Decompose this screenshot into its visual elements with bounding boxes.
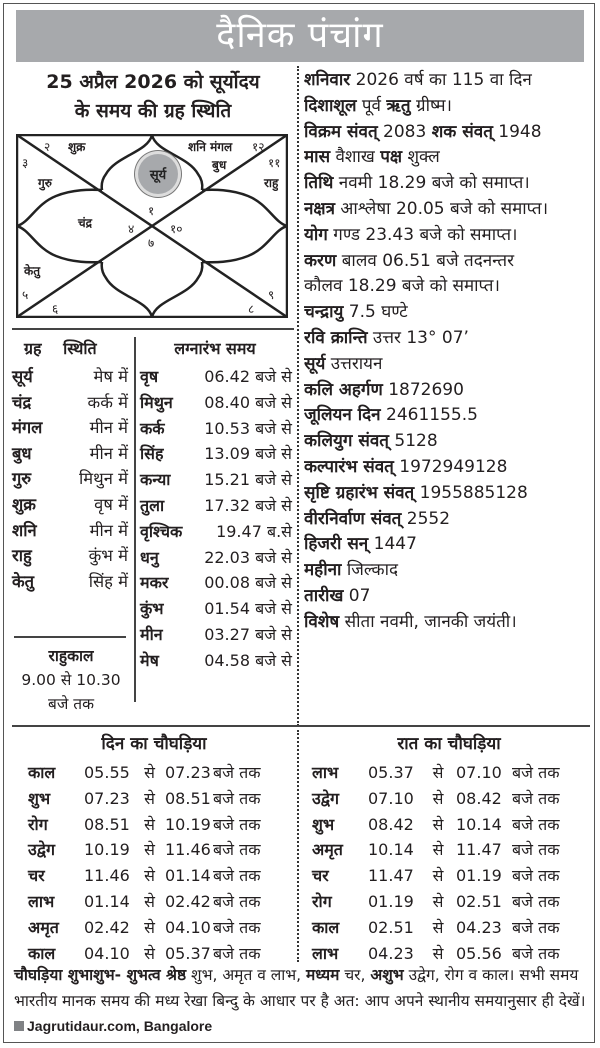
house-7: ७: [148, 236, 155, 250]
lagna-row: तुला 17.32 बजे से: [140, 495, 292, 515]
din-choghadiya-header: दिन का चौघड़िया: [101, 734, 207, 754]
info-mahina: महीना जिल्काद: [304, 560, 399, 581]
column-divider: [297, 66, 299, 726]
grah-row: मंगल मीन में: [12, 418, 128, 438]
planet-chandra: चंद्र: [78, 216, 92, 230]
planet-shukra: शुक्र: [68, 140, 86, 154]
info-kaliyug-samvat: कलियुग संवत् 5128: [304, 431, 438, 452]
house-11: ११: [268, 156, 281, 170]
chart-heading: [12, 68, 294, 126]
info-surya: सूर्य उत्तरायन: [304, 353, 383, 374]
raat-choghadiya-header: रात का चौघड़िया: [397, 734, 501, 754]
house-6: ६: [52, 302, 59, 316]
choghadiya-row: लाभ 04.23 से 05.56 बजे तक: [312, 943, 560, 963]
footer-text-3: उद्वेग, रोग व काल। सभी समय भारतीय मानक समय की मध्य रेखा बिन्दु के आधार पर है अत: आप अपने स्थानीय समयानुसार ही देखें।: [14, 966, 586, 1010]
lagna-row: वृश्चिक 19.47 ब.से: [140, 521, 292, 541]
grah-row: चंद्र कर्क में: [12, 392, 128, 412]
info-maas: मास वैशाख पक्ष शुक्ल: [304, 147, 440, 168]
rahukaal-time: 9.00 से 10.30: [21, 671, 121, 689]
lagna-row: मीन 03.27 बजे से: [140, 624, 292, 644]
info-yoga: योग गण्ड 23.43 बजे को समाप्त।: [304, 224, 518, 245]
lagna-row: मेष 04.58 बजे से: [140, 650, 292, 670]
lagna-row: कर्क 10.53 बजे से: [140, 418, 292, 438]
grah-row: राहु कुंभ में: [12, 546, 128, 566]
panchang-info: [304, 68, 594, 636]
footer-note: [14, 963, 590, 1040]
grah-row: शुक्र वृष में: [12, 494, 128, 514]
info-karan-2: कौलव 18.29 बजे को समाप्त।: [304, 276, 500, 297]
info-ravi-kranti: रवि क्रान्ति उत्तर 13° 07’: [304, 327, 469, 348]
planet-guru: गुरु: [38, 176, 52, 190]
info-hijri-san: हिजरी सन् 1447: [304, 534, 417, 555]
sun-icon: [138, 154, 178, 194]
choghadiya-row: काल 02.51 से 04.23 बजे तक: [312, 917, 560, 937]
rahukaal-heading: राहुकाल: [48, 647, 94, 665]
grah-row: सूर्य मेष में: [12, 367, 128, 386]
lagna-row: सिंह 13.09 बजे से: [140, 444, 292, 464]
info-kalparambh-samvat: कल्पारंभ संवत् 1972949128: [304, 456, 508, 477]
footer-bold-1: चौघड़िया शुभाशुभ- शुभत्व श्रेष्ठ: [14, 966, 187, 984]
choghadiya-row: उद्वेग 10.19 से 11.46 बजे तक: [28, 840, 261, 860]
grah-row: केतु सिंह में: [12, 571, 128, 591]
din-choghadiya-list: [28, 760, 294, 966]
grah-row: शनि मीन में: [12, 520, 128, 540]
page-title: दैनिक पंचांग: [16, 10, 584, 62]
footer-bold-2: मध्यम: [306, 966, 340, 984]
planet-surya: सूर्य: [149, 168, 167, 183]
house-10: १०: [170, 222, 183, 236]
info-samvat: विक्रम संवत् 2083 शक संवत् 1948: [304, 121, 542, 142]
kundli-chart: [16, 134, 288, 318]
info-dishashool: दिशाशूल पूर्व ऋतु ग्रीष्म।: [304, 95, 452, 116]
chart-heading-line1: 25 अप्रैल 2026 को सूर्योदय: [46, 71, 260, 93]
grah-row: गुरु मिथुन में: [12, 469, 128, 489]
house-4: ४: [128, 222, 135, 236]
chart-heading-line2: के समय की ग्रह स्थिति: [74, 100, 232, 122]
rahukaal-box: [12, 644, 130, 716]
info-nakshatra: नक्षत्र आश्लेषा 20.05 बजे को समाप्त।: [304, 198, 549, 219]
column-divider: [134, 337, 136, 702]
house-8: ८: [248, 302, 255, 316]
lagna-row: मिथुन 08.40 बजे से: [140, 392, 292, 412]
choghadiya-row: चर 11.47 से 01.19 बजे तक: [312, 866, 560, 886]
house-5: ५: [22, 288, 29, 302]
planet-ketu: केतु: [24, 264, 41, 278]
house-12: १२: [252, 140, 265, 154]
choghadiya-row: उद्वेग 07.10 से 08.42 बजे तक: [312, 788, 560, 808]
planet-budh: बुध: [212, 158, 227, 172]
lagna-row: मकर 00.08 बजे से: [140, 573, 292, 593]
info-vishesh: विशेष सीता नवमी, जानकी जयंती।: [304, 611, 517, 632]
info-karan: करण बालव 06.51 बजे तदनन्तर: [304, 250, 515, 271]
sthiti-header: स्थिति: [63, 339, 97, 358]
raat-choghadiya-list: [312, 760, 592, 966]
house-9: ९: [268, 288, 275, 302]
footer-text-2: चर,: [339, 966, 371, 984]
square-bullet-icon: [14, 1021, 24, 1031]
lagna-row: कन्या 15.21 बजे से: [140, 470, 292, 490]
choghadiya-row: शुभ 08.42 से 10.14 बजे तक: [312, 814, 560, 834]
info-kali-ahargan: कलि अहर्गण 1872690: [304, 379, 464, 400]
info-veernirvan-samvat: वीरनिर्वाण संवत् 2552: [304, 508, 451, 529]
grah-sthiti-list: [12, 364, 128, 594]
info-tarikh: तारीख 07: [304, 585, 371, 606]
divider: [14, 636, 126, 638]
grah-header: ग्रह: [24, 339, 42, 358]
choghadiya-row: चर 11.46 से 01.14 बजे तक: [28, 866, 261, 886]
lagna-row: कुंभ 01.54 बजे से: [140, 599, 292, 619]
choghadiya-row: रोग 01.19 से 02.51 बजे तक: [312, 891, 560, 911]
info-julian-day: जूलियन दिन 2461155.5: [304, 405, 478, 426]
source-credit: Jagrutidaur.com, Bangalore: [27, 1018, 213, 1034]
info-tithi: तिथि नवमी 18.29 बजे को समाप्त।: [304, 173, 530, 194]
lagna-header: लग्नारंभ समय: [174, 339, 256, 358]
divider: [12, 328, 294, 330]
choghadiya-row: शुभ 07.23 से 08.51 बजे तक: [28, 788, 261, 808]
planet-rahu: राहु: [264, 176, 279, 190]
info-day: शनिवार 2026 वर्ष का 115 वा दिन: [304, 70, 532, 90]
house-2: २: [44, 140, 51, 154]
choghadiya-row: काल 04.10 से 05.37 बजे तक: [28, 943, 261, 963]
house-3: ३: [22, 156, 29, 170]
choghadiya-row: लाभ 01.14 से 02.42 बजे तक: [28, 891, 261, 911]
lagna-row: वृष 06.42 बजे से: [140, 367, 292, 386]
choghadiya-row: रोग 08.51 से 10.19 बजे तक: [28, 814, 261, 834]
footer-text-1: शुभ, अमृत व लाभ,: [186, 966, 307, 984]
lagna-list: [140, 364, 292, 674]
rahukaal-suffix: बजे तक: [47, 695, 95, 713]
info-srishti-samvat: सृष्टि ग्रहारंभ संवत् 1955885128: [304, 482, 528, 503]
info-chandrayu: चन्द्रायु 7.5 घण्टे: [304, 302, 408, 323]
column-divider: [297, 730, 299, 962]
lagna-row: धनु 22.03 बजे से: [140, 547, 292, 567]
choghadiya-row: अमृत 10.14 से 11.47 बजे तक: [312, 840, 560, 860]
choghadiya-row: अमृत 02.42 से 04.10 बजे तक: [28, 917, 261, 937]
grah-row: बुध मीन में: [12, 443, 128, 463]
divider: [12, 725, 590, 727]
choghadiya-row: काल 05.55 से 07.23 बजे तक: [28, 763, 261, 782]
house-1: १: [148, 204, 155, 218]
choghadiya-row: लाभ 05.37 से 07.10 बजे तक: [312, 763, 560, 782]
footer-bold-3: अशुभ: [370, 966, 404, 984]
grah-sthiti-header: [12, 337, 130, 359]
planet-shani-mangal: शनि मंगल: [188, 140, 233, 154]
